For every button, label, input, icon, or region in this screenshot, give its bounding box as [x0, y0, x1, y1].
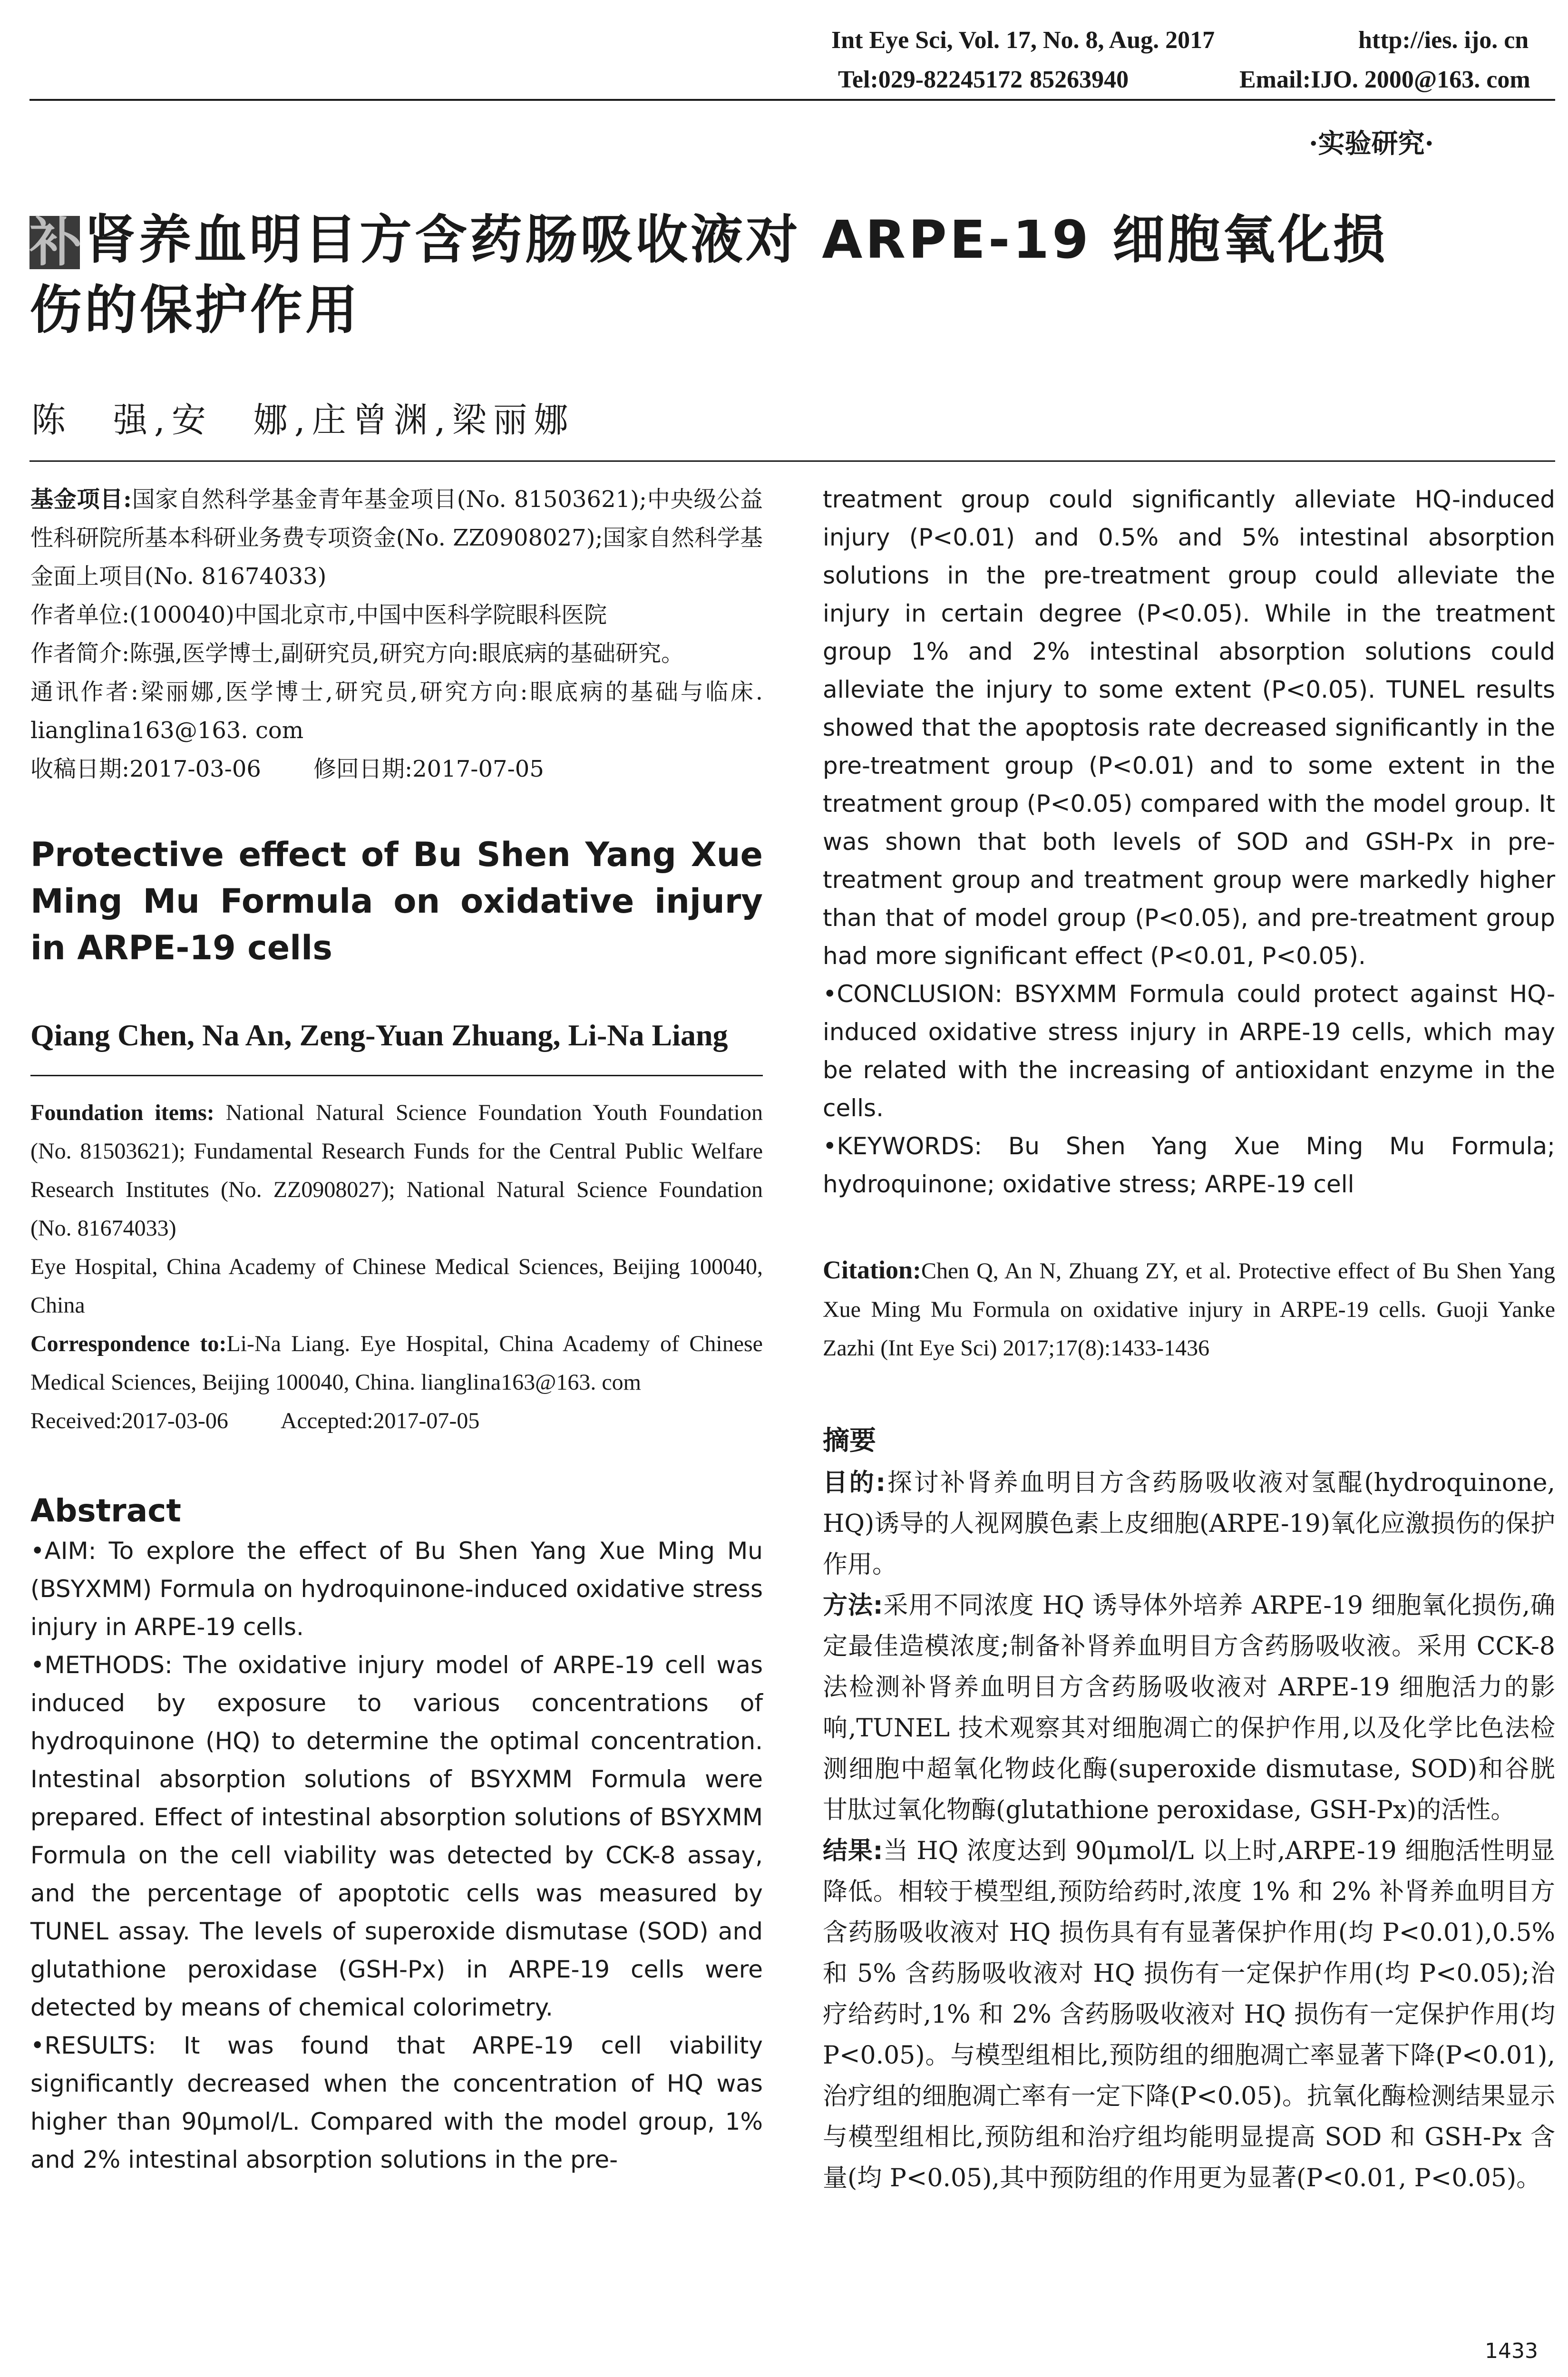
received-en-label: Received:	[30, 1408, 122, 1433]
accepted-en-label: Accepted:	[280, 1408, 373, 1433]
abstract-cn-aim	[823, 1462, 1555, 1585]
article-title-cn	[29, 205, 1551, 345]
left-column	[30, 480, 763, 2179]
abstract-methods: •METHODS: The oxidative injury model of ARPE-19 cell was induced by exposure to various concentrations of hydroquinone (HQ) to determine the optimal concentration. Intestinal absorption solutions of BSYXMM Formula were prepared. Effect of intestinal absorption solutions of BSYXMM Formula on the cell viability was detected by CCK-8 assay, and the percentage of apoptotic cells was measured by TUNEL assay. The levels of superoxide dismutase (SOD) and glutathione peroxidase (GSH-Px) in ARPE-19 cells were detected by means of chemical colorimetry.	[30, 1651, 763, 2021]
journal-citation-header: Int Eye Sci, Vol. 17, No. 8, Aug. 2017	[831, 27, 1215, 54]
affiliation-cn-label: 作者单位:	[30, 602, 130, 628]
title-cn-line1: 肾养血明目方含药肠吸收液对 ARPE-19 细胞氧化损	[84, 209, 1388, 270]
revised-cn-label: 修回日期:	[313, 756, 413, 782]
abstract-cn-aim-text: 探讨补肾养血明目方含药肠吸收液对氢醌(hydroquinone, HQ)诱导的人视网膜色素上皮细胞(ARPE-19)氧化应激损伤的保护作用。	[823, 1469, 1555, 1579]
page-number: 1433	[1485, 2339, 1538, 2363]
correspondence-cn-text[interactable]: 梁丽娜,医学博士,研究员,研究方向:眼底病的基础与临床. lianglina163@163. com	[30, 679, 763, 744]
citation-text: Chen Q, An N, Zhuang ZY, et al. Protective effect of Bu Shen Yang Xue Ming Mu Formula on oxidative injury in ARPE-19 cells. Guoji Yanke Zazhi (Int Eye Sci) 2017;17(8):1433-1436	[823, 1258, 1555, 1361]
journal-email[interactable]: Email:IJO. 2000@163. com	[1239, 66, 1530, 93]
abstract-cn-results-label: 结果:	[823, 1837, 883, 1865]
correspondence-en	[30, 1325, 763, 1402]
funding-cn	[30, 480, 763, 789]
abstract-en-left	[30, 1532, 763, 2179]
abstract-cn-results-text: 当 HQ 浓度达到 90μmol/L 以上时,ARPE-19 细胞活性明显降低。相较于模型组,预防给药时,浓度 1% 和 2% 补肾养血明目方含药肠吸收液对 HQ 损伤具有有显著保护作用(均 P<0.01),0.5% 和 5% 含药肠吸收液对 HQ 损伤有一定保护作用(均 P<0.05);治疗给药时,1% 和 2% 含药肠吸收液对 HQ 损伤有一定保护作用(均 P<0.05)。与模型组相比,预防组的细胞凋亡率显著下降(P<0.01),治疗组的细胞凋亡率有一定下降(P<0.05)。抗氧化酶检测结果显示与模型组相比,预防组和治疗组均能明显提高 SOD 和 GSH-Px 含量(均 P<0.05),其中预防组的作用更为显著(P<0.01, P<0.05)。	[823, 1837, 1555, 2192]
section-tag: ·实验研究·	[1309, 128, 1434, 159]
abstract-cn	[823, 1462, 1555, 2199]
received-cn-date: 2017-03-06	[129, 756, 261, 782]
authors-en-rule	[30, 1075, 763, 1076]
correspondence-en-text[interactable]: Li-Na Liang. Eye Hospital, China Academy of Chinese Medical Sciences, Beijing 100040, China. lianglina163@163. com	[30, 1331, 763, 1395]
abstract-cn-aim-label: 目的:	[823, 1469, 886, 1497]
correspondence-cn-label: 通讯作者:	[30, 679, 138, 705]
abstract-cn-results	[823, 1831, 1555, 2199]
foundation-cn-text: 国家自然科学基金青年基金项目(No. 81503621);中央级公益性科研院所基本科研业务费专项资金(No. ZZ0908027);国家自然科学基金面上项目(No. 81674033)	[30, 486, 763, 590]
affiliation-en: Eye Hospital, China Academy of Chinese Medical Sciences, Beijing 100040, China	[30, 1254, 763, 1318]
received-cn-label: 收稿日期:	[30, 756, 130, 782]
bio-cn	[30, 634, 763, 673]
authors-cn: 陈 强,安 娜,庄曾渊,梁丽娜	[31, 400, 575, 440]
dates-cn	[30, 750, 763, 789]
header-rule	[29, 99, 1555, 101]
accepted-en-date: 2017-07-05	[373, 1408, 480, 1433]
abstract-heading: Abstract	[30, 1492, 181, 1529]
foundation-en	[30, 1093, 763, 1247]
title-cn-line2: 伤的保护作用	[29, 280, 360, 341]
journal-url[interactable]: http://ies. ijo. cn	[1358, 27, 1529, 54]
abstract-keywords: •KEYWORDS: Bu Shen Yang Xue Ming Mu Formula; hydroquinone; oxidative stress; ARPE-19 cell	[823, 1132, 1555, 1198]
affiliation-cn	[30, 596, 763, 634]
bio-cn-text: 陈强,医学博士,副研究员,研究方向:眼底病的基础研究。	[129, 640, 684, 667]
abstract-results-cont: treatment group could significantly alleviate HQ-induced injury (P<0.01) and 0.5% and 5% intestinal absorption solutions in the pre-treatment group could alleviate the injury in certain degree (P<0.05). While in the treatment group 1% and 2% intestinal absorption solutions could alleviate the injury to some extent (P<0.05). TUNEL results showed that the apoptosis rate decreased significantly in the pre-treatment group (P<0.01) and to some extent in the treatment group (P<0.05) compared with the model group. It was shown that both levels of SOD and GSH-Px in pre-treatment group and treatment group were markedly higher than that of model group (P<0.05), and pre-treatment group had more significant effect (P<0.01, P<0.05).	[823, 486, 1555, 970]
abstract-cn-methods-text: 采用不同浓度 HQ 诱导体外培养 ARPE-19 细胞氧化损伤,确定最佳造模浓度;制备补肾养血明目方含药肠吸收液。采用 CCK-8 法检测补肾养血明目方含药肠吸收液对 ARPE-19 细胞活力的影响,TUNEL 技术观察其对细胞凋亡的保护作用,以及化学比色法检测细胞中超氧化物歧化酶(superoxide dismutase, SOD)和谷胱甘肽过氧化物酶(glutathione peroxidase, GSH-Px)的活性。	[823, 1591, 1556, 1824]
foundation-cn	[30, 480, 763, 596]
revised-cn-date: 2017-07-05	[412, 756, 544, 782]
article-title-en: Protective effect of Bu Shen Yang Xue Ming Mu Formula on oxidative injury in ARPE-19 cells	[30, 835, 763, 967]
authors-rule	[29, 460, 1555, 462]
abstract-cn-heading: 摘要	[823, 1425, 876, 1456]
received-en-date: 2017-03-06	[121, 1408, 228, 1433]
abstract-cn-methods-label: 方法:	[823, 1591, 883, 1620]
foundation-en-label: Foundation items:	[30, 1100, 214, 1125]
funding-en	[30, 1093, 763, 1440]
abstract-aim: •AIM: To explore the effect of Bu Shen Yang Xue Ming Mu (BSYXMM) Formula on hydroquinone-induced oxidative stress injury in ARPE-19 cells.	[30, 1537, 763, 1641]
abstract-results-start: •RESULTS: It was found that ARPE-19 cell viability significantly decreased when the concentration of HQ was higher than 90μmol/L. Compared with the model group, 1% and 2% intestinal absorption solutions in the pre-	[30, 2032, 763, 2173]
citation	[823, 1251, 1555, 1367]
foundation-cn-label: 基金项目:	[30, 486, 132, 513]
citation-label: Citation:	[823, 1256, 921, 1284]
right-column	[823, 480, 1555, 2199]
dates-en	[30, 1402, 763, 1440]
bio-cn-label: 作者简介:	[30, 640, 130, 667]
correspondence-en-label: Correspondence to:	[30, 1331, 227, 1356]
abstract-cn-methods	[823, 1585, 1555, 1831]
authors-en: Qiang Chen, Na An, Zeng-Yuan Zhuang, Li-Na Liang	[30, 1018, 728, 1052]
affiliation-cn-text: (100040)中国北京市,中国中医科学院眼科医院	[129, 602, 607, 628]
title-first-char-box: 补	[29, 212, 85, 273]
foundation-en-text: National Natural Science Foundation Youth Foundation (No. 81503621); Fundamental Research Funds for the Central Public Welfare Research Institutes (No. ZZ0908027); National Natural Science Foundation (No. 81674033)	[30, 1100, 763, 1241]
abstract-conclusion: •CONCLUSION: BSYXMM Formula could protect against HQ-induced oxidative stress injury in ARPE-19 cells, which may be related with the increasing of antioxidant enzyme in the cells.	[823, 980, 1555, 1122]
abstract-en-right	[823, 480, 1555, 1203]
correspondence-cn	[30, 673, 763, 750]
journal-phone: Tel:029-82245172 85263940	[838, 66, 1129, 93]
